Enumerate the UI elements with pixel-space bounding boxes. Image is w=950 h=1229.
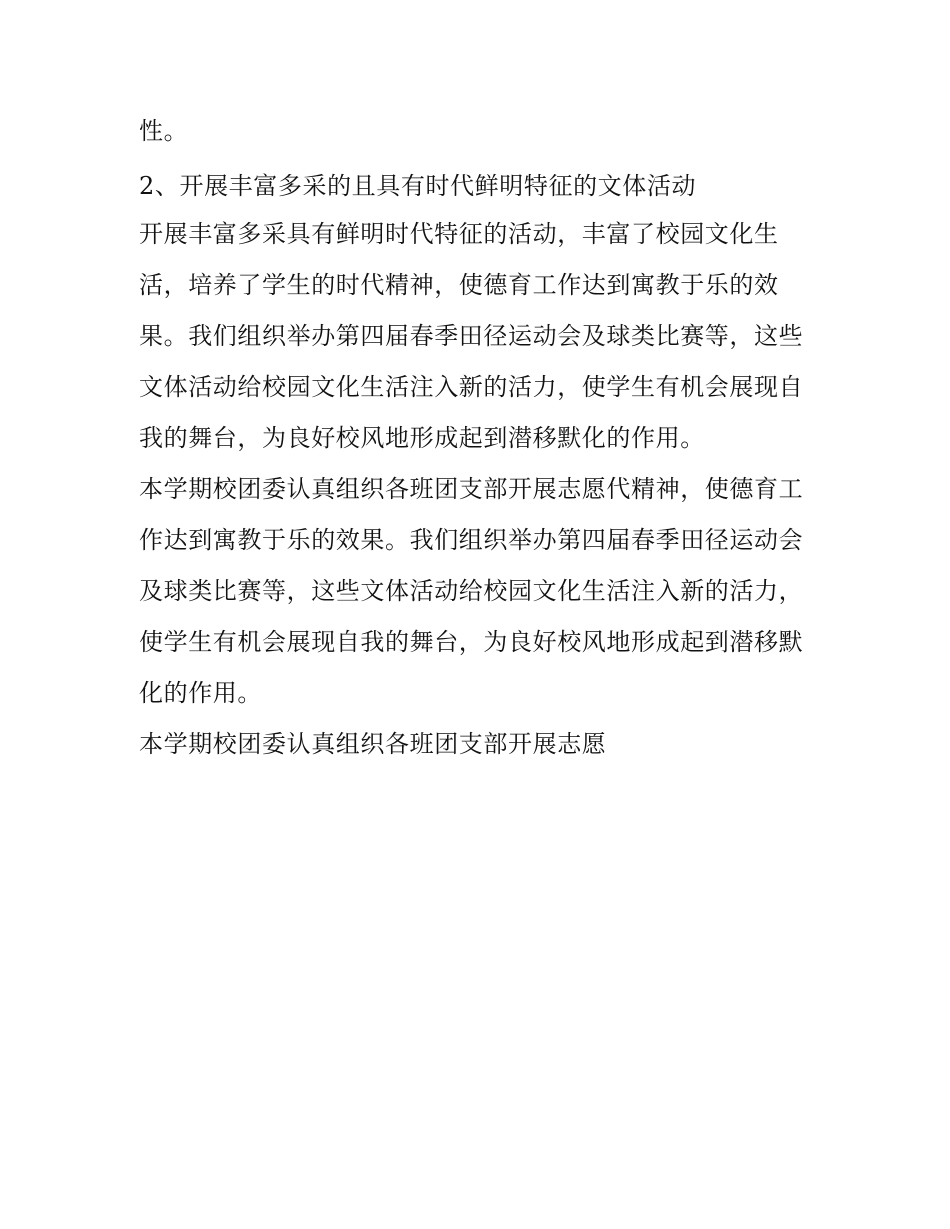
text-line: 作达到寓教于乐的效果。我们组织举办第四届春季田径运动会 (139, 526, 804, 554)
document-body (139, 106, 819, 770)
paragraph-activities (139, 209, 819, 464)
paragraph-league (139, 464, 819, 719)
text-line: 及球类比赛等，这些文体活动给校园文化生活注入新的活力， (139, 577, 804, 605)
text-line: 我的舞台，为良好校风地形成起到潜移默化的作用。 (139, 424, 705, 452)
text-line: 本学期校团委认真组织各班团支部开展志愿 (139, 730, 607, 758)
text-line: 性。 (139, 117, 189, 145)
heading-text: 2、开展丰富多采的且具有时代鲜明特征的文体活动 (139, 172, 697, 200)
paragraph-final (139, 719, 819, 770)
text-line: 化的作用。 (139, 679, 262, 707)
text-line: 果。我们组织举办第四届春季田径运动会及球类比赛等，这些 (139, 322, 804, 350)
text-line: 文体活动给校园文化生活注入新的活力，使学生有机会展现自 (139, 373, 804, 401)
text-line: 开展丰富多采具有鲜明时代特征的活动，丰富了校园文化生 (139, 220, 779, 248)
text-line: 使学生有机会展现自我的舞台，为良好校风地形成起到潜移默 (139, 628, 804, 656)
text-line: 本学期校团委认真组织各班团支部开展志愿代精神，使德育工 (139, 475, 804, 503)
section-heading (139, 163, 819, 209)
paragraph-continuation (139, 106, 819, 157)
text-line: 活，培养了学生的时代精神，使德育工作达到寓教于乐的效 (139, 271, 779, 299)
